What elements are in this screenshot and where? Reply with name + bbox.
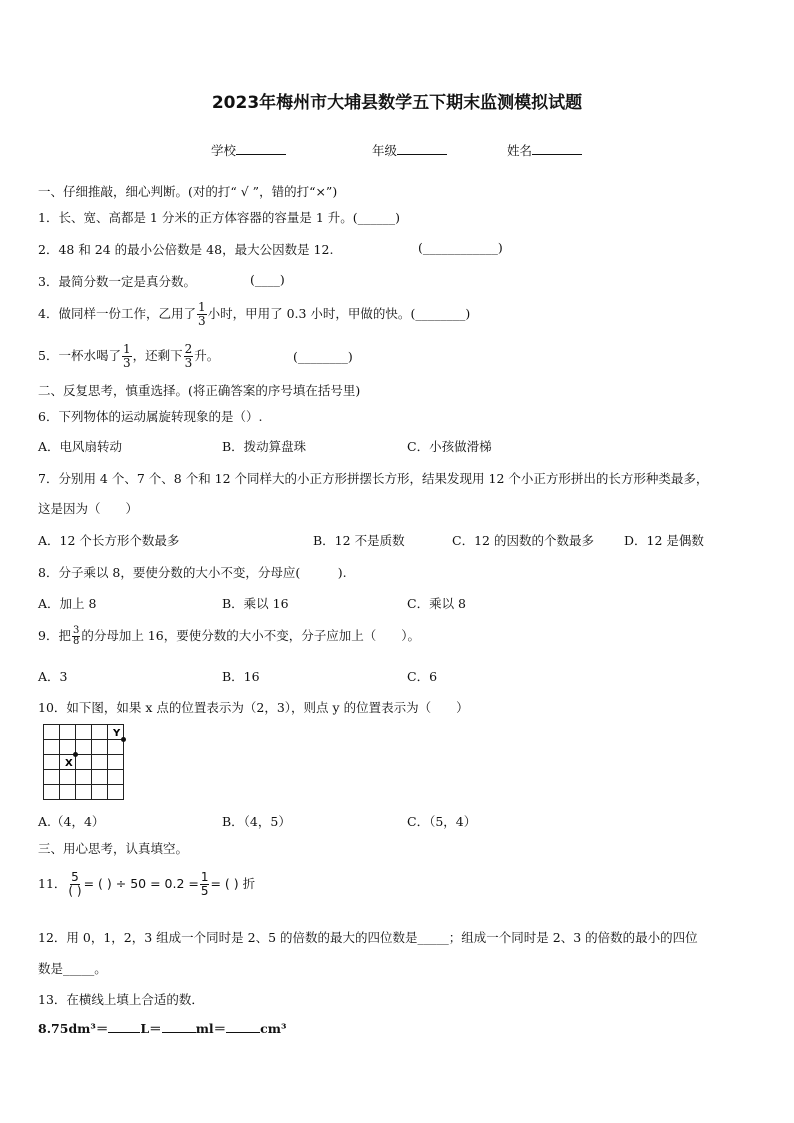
q5-text-b: ，还剩下 [132, 348, 183, 363]
question-11 [38, 866, 255, 902]
q9-text-b: 的分母加上 16，要使分数的大小不变，分子应加上（ ）。 [81, 628, 420, 643]
school-field [211, 141, 286, 159]
q13-part-b: L＝ [140, 1021, 162, 1036]
q10-option-c[interactable]: C．（5，4） [407, 814, 477, 829]
question-7-line2: 这是因为（ ） [38, 501, 139, 516]
q7-option-b[interactable]: B．12 不是质数 [313, 533, 405, 548]
q5-fraction-2: $\frac{2}{3}$ [184, 342, 193, 370]
q5-answer[interactable]: (________) [293, 349, 353, 364]
q1-text: 1．长、宽、高都是 1 分米的正方体容器的容量是 1 升。 [38, 210, 353, 225]
q6-option-b[interactable]: B．拨动算盘珠 [222, 439, 307, 454]
grade-label: 年级 [372, 143, 398, 158]
coordinate-grid [43, 724, 127, 800]
q13-blank-1[interactable] [108, 1020, 140, 1033]
question-5 [38, 340, 219, 372]
q13-part-d: cm³ [260, 1021, 287, 1036]
point-y-label: Y [113, 728, 121, 739]
page-title: 2023年梅州市大埔县数学五下期末监测模拟试题 [211, 93, 583, 113]
q3-answer[interactable]: (____) [250, 272, 285, 287]
q9-fraction: $\frac{3}{8}$ [72, 625, 80, 647]
q10-option-b[interactable]: B．（4，5） [222, 814, 291, 829]
point-y-dot [121, 737, 126, 742]
section1-heading: 一、仔细推敲，细心判断。(对的打“ √ ”，错的打“×”) [38, 184, 338, 199]
question-9 [38, 621, 420, 651]
question-4 [38, 298, 470, 330]
question-3: 3．最简分数一定是真分数。 [38, 274, 196, 289]
q9-text-a: 9．把 [38, 628, 71, 643]
q1-answer[interactable]: (______) [352, 210, 401, 225]
q4-answer[interactable]: (________) [410, 306, 471, 321]
q9-option-a[interactable]: A．3 [38, 669, 68, 684]
question-10: 10．如下图，如果 x 点的位置表示为（2，3），则点 y 的位置表示为（ ） [38, 700, 469, 715]
q8-option-a[interactable]: A．加上 8 [38, 596, 97, 611]
q4-fraction: $\frac{1}{3}$ [197, 300, 206, 328]
q4-text-a: 4．做同样一份工作，乙用了 [38, 306, 196, 321]
q11-fraction-2: $\frac{1}{5}$ [200, 870, 209, 898]
q11-end[interactable]: = ( ) 折 [210, 876, 256, 891]
question-7-line1: 7．分别用 4 个、7 个、8 个和 12 个同样大的小正方形拼摆长方形，结果发现用 12 个小正方形拼出的长方形种类最多， [38, 471, 709, 486]
q6-option-a[interactable]: A．电风扇转动 [38, 439, 123, 454]
question-6: 6．下列物体的运动属旋转现象的是（）. [38, 409, 263, 424]
q10-option-a[interactable]: A.（4，4） [38, 814, 105, 829]
question-12-line1: 12．用 0，1，2，3 组成一个同时是 2、5 的倍数的最大的四位数是_____；组成一个同时是 2、3 的倍数的最小的四位 [38, 930, 698, 945]
q9-option-c[interactable]: C．6 [407, 669, 438, 684]
q13-equation [38, 1019, 286, 1037]
q5-text-a: 5．一杯水喝了 [38, 348, 121, 363]
q8-option-c[interactable]: C．乘以 8 [407, 596, 466, 611]
q5-text-c: 升。 [194, 348, 220, 363]
q5-fraction-1: $\frac{1}{3}$ [122, 342, 131, 370]
section3-heading: 三、用心思考，认真填空。 [38, 841, 189, 856]
point-x-dot [73, 752, 78, 757]
q7-option-d[interactable]: D．12 是偶数 [624, 533, 704, 548]
question-2: 2．48 和 24 的最小公倍数是 48，最大公因数是 12. [38, 242, 334, 257]
question-1 [38, 208, 400, 226]
q13-blank-2[interactable] [162, 1020, 196, 1033]
question-12-line2: 数是_____。 [38, 961, 107, 976]
grade-blank[interactable] [397, 142, 447, 155]
name-field [507, 141, 582, 159]
q11-fraction-1[interactable]: $\frac{5}{( )}$ [68, 870, 82, 898]
q11-middle[interactable]: = ( ) ÷ 50 = 0.2 = [83, 876, 199, 891]
q9-option-b[interactable]: B．16 [222, 669, 260, 684]
q13-blank-3[interactable] [226, 1020, 260, 1033]
q13-part-c: ml＝ [195, 1021, 227, 1036]
point-x-label: X [65, 758, 73, 769]
question-8: 8．分子乘以 8，要使分数的大小不变，分母应( ). [38, 565, 347, 580]
q13-part-a: 8.75dm³＝ [38, 1021, 109, 1036]
grade-field [372, 141, 447, 159]
school-blank[interactable] [236, 142, 286, 155]
school-label: 学校 [211, 143, 237, 158]
q8-option-b[interactable]: B．乘以 16 [222, 596, 289, 611]
q7-option-a[interactable]: A．12 个长方形个数最多 [38, 533, 180, 548]
q4-text-b: 小时，甲用了 0.3 小时，甲做的快。 [207, 306, 411, 321]
q2-answer[interactable]: (____________) [418, 240, 503, 255]
q7-option-c[interactable]: C．12 的因数的个数最多 [452, 533, 594, 548]
section2-heading: 二、反复思考，慎重选择。(将正确答案的序号填在括号里) [38, 383, 361, 398]
q11-label: 11． [38, 876, 67, 891]
q6-option-c[interactable]: C．小孩做滑梯 [407, 439, 492, 454]
question-13: 13．在横线上填上合适的数． [38, 992, 204, 1007]
name-label: 姓名 [507, 143, 533, 158]
name-blank[interactable] [532, 142, 582, 155]
